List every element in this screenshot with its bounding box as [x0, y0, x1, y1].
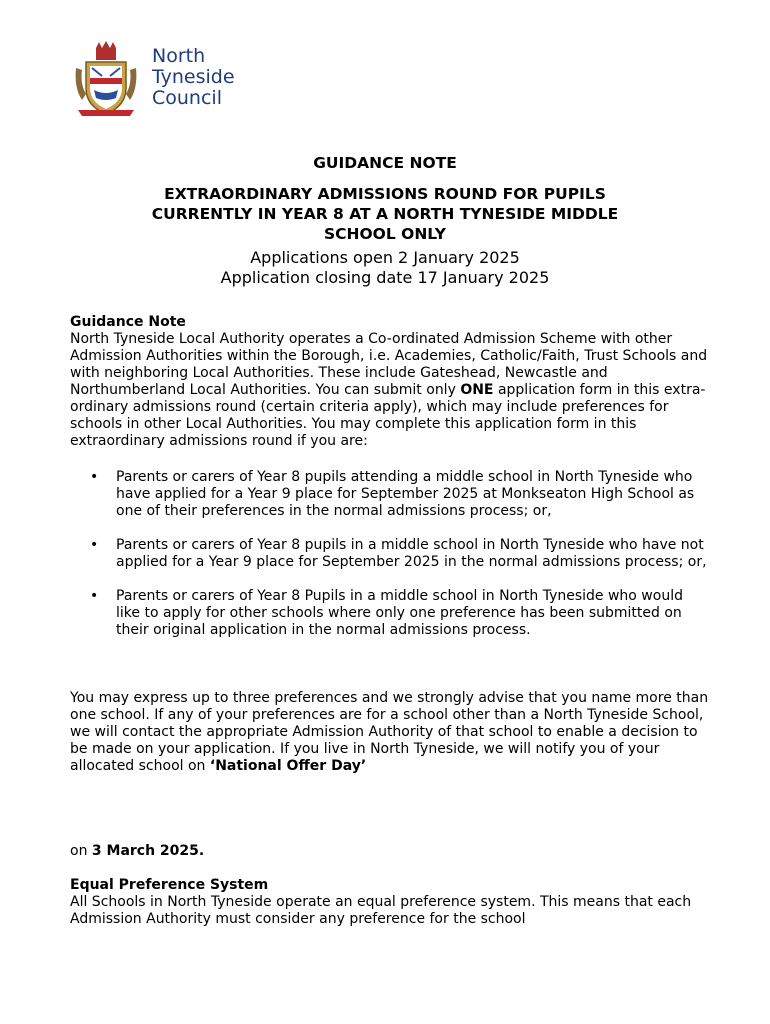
guidance-section	[70, 314, 710, 450]
equal-preference-text: All Schools in North Tyneside operate an equal preference system. This means that each Admission Authority must consider any preference for the school	[70, 894, 692, 927]
list-item	[70, 537, 710, 571]
council-crest-icon	[72, 38, 140, 118]
bullet-icon: •	[90, 588, 99, 604]
intro-text-a: North Tyneside Local Authority operates a Co-ordinated Admission Scheme with other Admission Authorities within the Borough, i.e. Academies, Catholic/Faith, Trust Schools and with neighboring Local Authorities. These include Gateshead, Newcastle and Northumberland Local Authorities. You can submit only	[70, 331, 708, 398]
bullet-icon: •	[90, 537, 99, 553]
list-item	[70, 588, 710, 639]
equal-preference-heading: Equal Preference System	[70, 877, 269, 893]
application-dates	[60, 248, 710, 288]
guidance-heading: Guidance Note	[70, 314, 186, 330]
bullet-text: Parents or carers of Year 8 Pupils in a middle school in North Tyneside who would like to apply for other schools where only one preference has been submitted on their original application in the normal admissions process.	[116, 588, 683, 638]
intro-text-b: application form in this extra-ordinary admissions round (certain criteria apply), which may include preferences for schools in other Local Authorities. You may complete this application form in this extraordinary admissions round if you are:	[70, 382, 706, 449]
logo-line-2: Tyneside	[152, 66, 235, 88]
list-item	[70, 469, 710, 520]
offer-prefix: on	[70, 843, 92, 859]
subtitle-line-3: SCHOOL ONLY	[324, 225, 446, 243]
closing-date: Application closing date 17 January 2025	[220, 268, 550, 287]
offer-date: 3 March 2025.	[91, 843, 205, 859]
logo-line-3: Council	[152, 87, 222, 109]
document-subtitle	[60, 184, 710, 244]
subtitle-line-1: EXTRAORDINARY ADMISSIONS ROUND FOR PUPILS	[164, 185, 606, 203]
subtitle-line-2: CURRENTLY IN YEAR 8 AT A NORTH TYNESIDE MIDDLE	[151, 205, 619, 223]
bullet-text: Parents or carers of Year 8 pupils in a middle school in North Tyneside who have not applied for a Year 9 place for September 2025 in the normal admissions process; or,	[116, 537, 707, 570]
offer-date-line	[70, 843, 710, 860]
national-offer-day: ‘National Offer Day’	[209, 758, 367, 774]
equal-preference-section	[70, 877, 710, 928]
preferences-paragraph	[70, 690, 710, 775]
bullet-text: Parents or carers of Year 8 pupils attending a middle school in North Tyneside who have applied for a Year 9 place for September 2025 at Monkseaton High School as one of their preferences in the normal admissions process; or,	[116, 469, 695, 519]
council-logo	[64, 32, 264, 126]
council-name	[152, 46, 235, 109]
page-title: GUIDANCE NOTE	[313, 154, 457, 172]
intro-bold-one: ONE	[460, 382, 494, 398]
logo-line-1: North	[152, 45, 206, 67]
bullet-icon: •	[90, 469, 99, 485]
eligibility-list	[70, 469, 710, 656]
guidance-intro	[70, 331, 710, 450]
preferences-text: You may express up to three preferences and we strongly advise that you name more than one school. If any of your preferences are for a school other than a North Tyneside School, we will contact the appropriate Admission Authority of that school to enable a decision to be made on your application. If you live in North Tyneside, we will notify you of your allocated school on	[70, 690, 709, 774]
applications-open: Applications open 2 January 2025	[250, 248, 520, 267]
